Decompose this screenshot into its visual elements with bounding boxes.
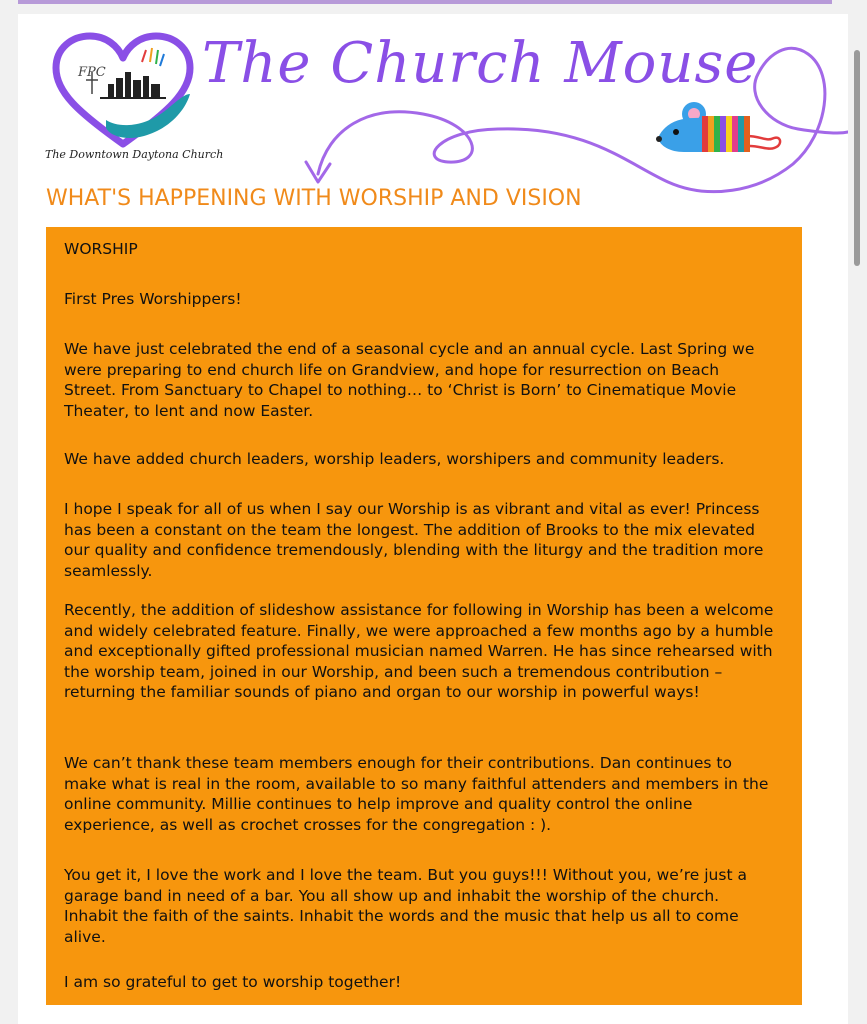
article-paragraph: We can’t thank these team members enough for their contributions. Dan continues to make what is real in the room, available to so many faithful attenders and members in the online community. Millie continues to help improve and quality control the online experience, as well as crochet crosses for the congregation : ). [64,754,769,834]
article-greeting: First Pres Worshippers! [64,290,242,308]
article-paragraph: You get it, I love the work and I love the team. But you guys!!! Without you, we’re just a garage band in need of a bar. You all show up and inhabit the worship of the church. Inhabit the faith of the saints. Inhabit the words and the music that help us all to come alive. [64,866,747,946]
scrollbar-thumb[interactable] [854,50,860,266]
article-title: WORSHIP [64,240,138,258]
article-paragraph: We have added church leaders, worship leaders, worshipers and community leaders. [64,450,725,468]
masthead [18,14,848,184]
heart-logo-icon [48,32,198,150]
worship-article [46,227,802,1005]
svg-text:FPC: FPC [78,65,106,80]
article-paragraph: Recently, the addition of slideshow assistance for following in Worship has been a welcome and widely celebrated feature. Finally, we were approached a few months ago by a humble and exceptionally gifted professional musician named Warren. He has since rehearsed with the worship team, joined in our Worship, and been such a tremendous contribution – returning the familiar sounds of piano and organ to our worship in powerful ways! [64,601,774,701]
top-divider [18,0,832,4]
article-body [64,227,784,1005]
masthead-title: The Church Mouse [202,31,759,96]
logo-caption: The Downtown Daytona Church [45,148,224,161]
article-paragraph: I hope I speak for all of us when I say our Worship is as vibrant and vital as ever! Princess has been a constant on the team the longest. The addition of Brooks to the mix elevated our quality and confidence tremendously, blending with the liturgy and the tradition more seamlessly. [64,500,764,580]
article-paragraph: We have just celebrated the end of a seasonal cycle and an annual cycle. Last Spring we were preparing to end church life on Grandview, and hope for resurrection on Beach Street. From Sanctuary to Chapel to nothing… to ‘Christ is Born’ to Cinematique Movie Theater, to lent and now Easter. [64,340,755,420]
mouse-icon [654,96,784,166]
newsletter-page [18,14,848,1024]
section-heading: WHAT'S HAPPENING WITH WORSHIP AND VISION [46,186,582,211]
article-paragraph: I am so grateful to get to worship together! [64,973,402,991]
